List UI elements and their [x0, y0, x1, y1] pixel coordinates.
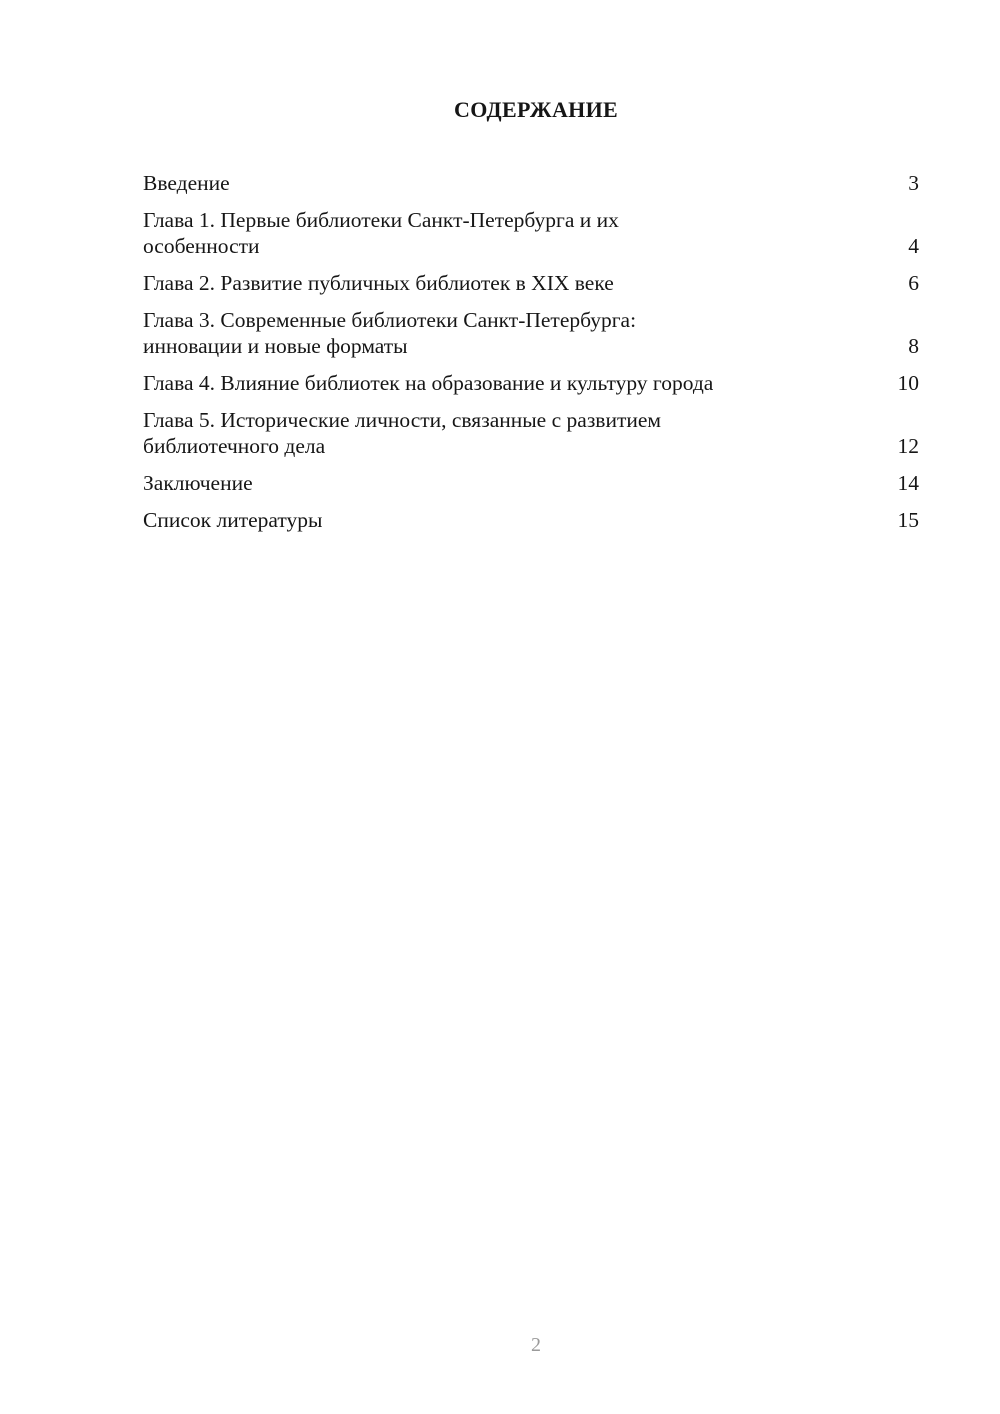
toc-entry-line: библиотечного дела	[143, 434, 326, 458]
toc-entry-line: Список литературы	[143, 508, 323, 532]
table-of-contents	[143, 170, 919, 533]
toc-entry-page: 8	[908, 334, 919, 358]
toc-entry-page: 3	[908, 171, 919, 195]
toc-entry-title	[143, 207, 919, 259]
toc-entry-title	[143, 170, 919, 196]
toc-entry-chapter-3	[143, 307, 919, 359]
toc-entry-introduction	[143, 170, 919, 196]
toc-entry-page: 4	[908, 234, 919, 258]
toc-entry-chapter-2	[143, 270, 919, 296]
toc-entry-title	[143, 507, 919, 533]
toc-entry-title	[143, 407, 919, 459]
page-number: 2	[531, 1334, 541, 1356]
toc-entry-page: 14	[897, 471, 919, 495]
toc-entry-conclusion	[143, 470, 919, 496]
toc-entry-chapter-5	[143, 407, 919, 459]
toc-entry-line: Глава 2. Развитие публичных библиотек в XIX веке	[143, 271, 614, 295]
toc-entry-line: инновации и новые форматы	[143, 334, 408, 358]
toc-entry-page: 15	[897, 508, 919, 532]
toc-entry-title	[143, 307, 919, 359]
toc-entry-references	[143, 507, 919, 533]
toc-entry-line: Заключение	[143, 471, 253, 495]
toc-entry-page: 10	[897, 371, 919, 395]
toc-entry-line: особенности	[143, 234, 260, 258]
toc-entry-page: 6	[908, 271, 919, 295]
toc-entry-line: Глава 1. Первые библиотеки Санкт-Петербурга и их	[143, 208, 619, 232]
page-title: СОДЕРЖАНИЕ	[454, 97, 618, 122]
toc-entry-title	[143, 270, 919, 296]
toc-entry-chapter-1	[143, 207, 919, 259]
toc-entry-line: Введение	[143, 171, 230, 195]
toc-entry-line: Глава 5. Исторические личности, связанные с развитием	[143, 408, 662, 432]
toc-entry-line: Глава 4. Влияние библиотек на образование и культуру города	[143, 371, 714, 395]
toc-entry-title	[143, 370, 919, 396]
toc-entry-line: Глава 3. Современные библиотеки Санкт-Петербурга:	[143, 308, 637, 332]
toc-entry-page: 12	[897, 434, 919, 458]
toc-entry-chapter-4	[143, 370, 919, 396]
toc-entry-title	[143, 470, 919, 496]
